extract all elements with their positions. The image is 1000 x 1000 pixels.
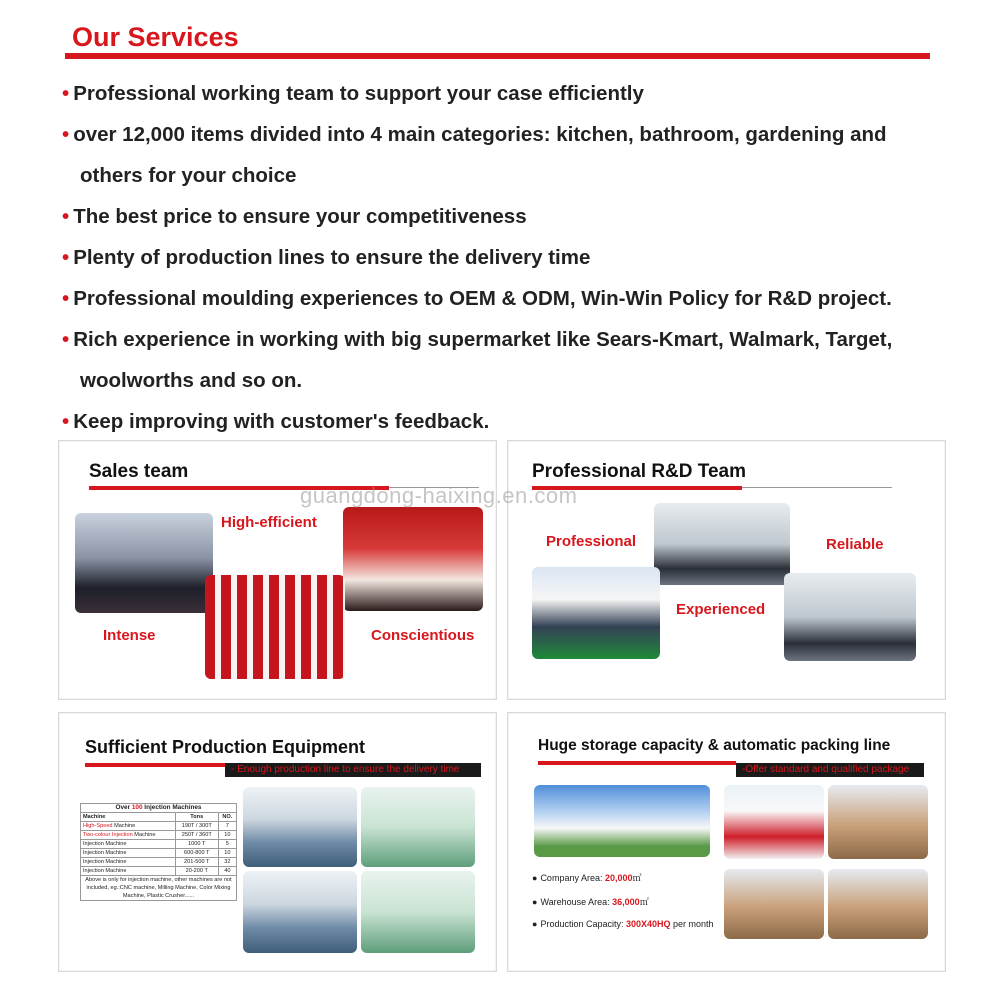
- engineer-photo: [654, 503, 790, 585]
- page-title: Our Services: [72, 22, 239, 52]
- table-cell: Two-colour Injection Machine: [81, 831, 176, 840]
- keyword-label: Conscientious: [371, 627, 475, 644]
- table-cell: Injection Machine: [81, 867, 176, 876]
- office-photo: [784, 573, 916, 661]
- staff-group-photo: [205, 575, 345, 679]
- bullet-item: [62, 328, 892, 352]
- bullet-dot-icon: ●: [532, 919, 538, 929]
- table-cell: 10: [218, 849, 236, 858]
- column-header: NO.: [218, 813, 236, 822]
- bullet-dot-icon: ●: [532, 897, 538, 907]
- keyword-label: High-efficient: [221, 514, 317, 531]
- storage-capacity-panel: [507, 712, 946, 972]
- keyword-label: Intense: [103, 627, 156, 644]
- keyword-label: Professional: [546, 533, 637, 550]
- panel-title: Sufficient Production Equipment: [85, 737, 365, 757]
- table-note: Above is only for injection machine, other machines are not included, eg.:CNC machine, Milling Machine, Color Mixing Machine, Plastic Crusher......: [81, 876, 237, 901]
- table-row: [81, 822, 237, 831]
- column-header: Machine: [81, 813, 176, 822]
- keyword-label: Experienced: [676, 601, 766, 618]
- sales-team-photo: [75, 513, 213, 613]
- bullet-dot-icon: •: [62, 82, 70, 105]
- table-cell: 250T / 360T: [175, 831, 218, 840]
- bullet-continuation: woolworths and so on.: [80, 369, 303, 392]
- panel-title: Sales team: [89, 461, 189, 482]
- bullet-item: [62, 287, 892, 311]
- rnd-center-photo: [532, 567, 660, 659]
- table-cell: Injection Machine: [81, 858, 176, 867]
- panel-subtitle: - Enough production line to ensure the delivery time: [225, 763, 481, 777]
- panel-title-rule: [85, 763, 225, 767]
- table-cell: 20-200 T: [175, 867, 218, 876]
- company-area-stat: ● Company Area: 20,000㎡: [532, 873, 642, 883]
- packing-workers-photo: [724, 785, 824, 859]
- bullet-dot-icon: •: [62, 205, 70, 228]
- table-row: [81, 831, 237, 840]
- company-building-photo: [534, 785, 710, 857]
- bullet-dot-icon: ●: [532, 873, 538, 883]
- keyword-label: Reliable: [826, 536, 884, 553]
- table-cell: 40: [218, 867, 236, 876]
- production-capacity-stat: ● Production Capacity: 300X40HQ per month: [532, 919, 714, 929]
- table-cell: 10: [218, 831, 236, 840]
- bullet-text: Plenty of production lines to ensure the delivery time: [73, 246, 591, 269]
- bullet-dot-icon: •: [62, 410, 70, 433]
- table-cell: 190T / 300T: [175, 822, 218, 831]
- packing-line-photo: [724, 869, 824, 939]
- column-header: Tons: [175, 813, 218, 822]
- storage-racks-photo: [828, 869, 928, 939]
- warehouse-photo: [828, 785, 928, 859]
- rnd-team-panel: [507, 440, 946, 700]
- bullet-text: The best price to ensure your competitiveness: [73, 205, 527, 228]
- trade-booth-photo: [343, 507, 483, 611]
- table-note-row: [81, 876, 237, 901]
- bullet-item: [62, 410, 489, 434]
- table-header-row: [81, 813, 237, 822]
- production-line-photo: [361, 871, 475, 953]
- bullet-item: [62, 205, 527, 229]
- bullet-dot-icon: •: [62, 123, 70, 146]
- bullet-item: [62, 82, 644, 106]
- panel-title: Professional R&D Team: [532, 461, 746, 482]
- injection-machine-photo: [361, 787, 475, 867]
- bullet-text: Keep improving with customer's feedback.: [73, 410, 490, 433]
- machinery-photo: [243, 871, 357, 953]
- title-underline: [65, 53, 930, 59]
- table-cell: High-Speed Machine: [81, 822, 176, 831]
- bullet-dot-icon: •: [62, 328, 70, 351]
- factory-floor-photo: [243, 787, 357, 867]
- panel-title: Huge storage capacity & automatic packing line: [538, 737, 891, 754]
- bullet-text: over 12,000 items divided into 4 main categories: kitchen, bathroom, gardening and: [73, 123, 887, 146]
- table-row: [81, 867, 237, 876]
- table-cell: 5: [218, 840, 236, 849]
- panel-title-rule: [538, 761, 736, 765]
- injection-machines-table: [80, 803, 237, 901]
- warehouse-area-stat: ● Warehouse Area: 36,000㎡: [532, 897, 649, 907]
- bullet-text: Professional working team to support your case efficiently: [73, 82, 644, 105]
- table-cell: 201-500 T: [175, 858, 218, 867]
- watermark-text: guangdong-haixing.en.com: [300, 483, 578, 508]
- table-cell: 7: [218, 822, 236, 831]
- panel-title-rule-thin: [742, 487, 892, 488]
- table-cell: Injection Machine: [81, 840, 176, 849]
- bullet-item: [62, 123, 887, 147]
- bullet-dot-icon: •: [62, 246, 70, 269]
- sales-team-panel: [58, 440, 497, 700]
- table-caption: Over 100 Injection Machines: [81, 804, 237, 813]
- table-row: [81, 840, 237, 849]
- bullet-text: Rich experience in working with big supermarket like Sears-Kmart, Walmark, Target,: [73, 328, 893, 351]
- table-cell: Injection Machine: [81, 849, 176, 858]
- table-row: [81, 858, 237, 867]
- bullet-dot-icon: •: [62, 287, 70, 310]
- bullet-text: Professional moulding experiences to OEM & ODM, Win-Win Policy for R&D project.: [73, 287, 892, 310]
- table-cell: 32: [218, 858, 236, 867]
- table-row: [81, 849, 237, 858]
- panel-subtitle: -Offer standard and qualified package: [736, 763, 924, 777]
- table-cell: 1000 T: [175, 840, 218, 849]
- table-cell: 600-800 T: [175, 849, 218, 858]
- bullet-continuation: others for your choice: [80, 164, 297, 187]
- bullet-item: [62, 246, 590, 270]
